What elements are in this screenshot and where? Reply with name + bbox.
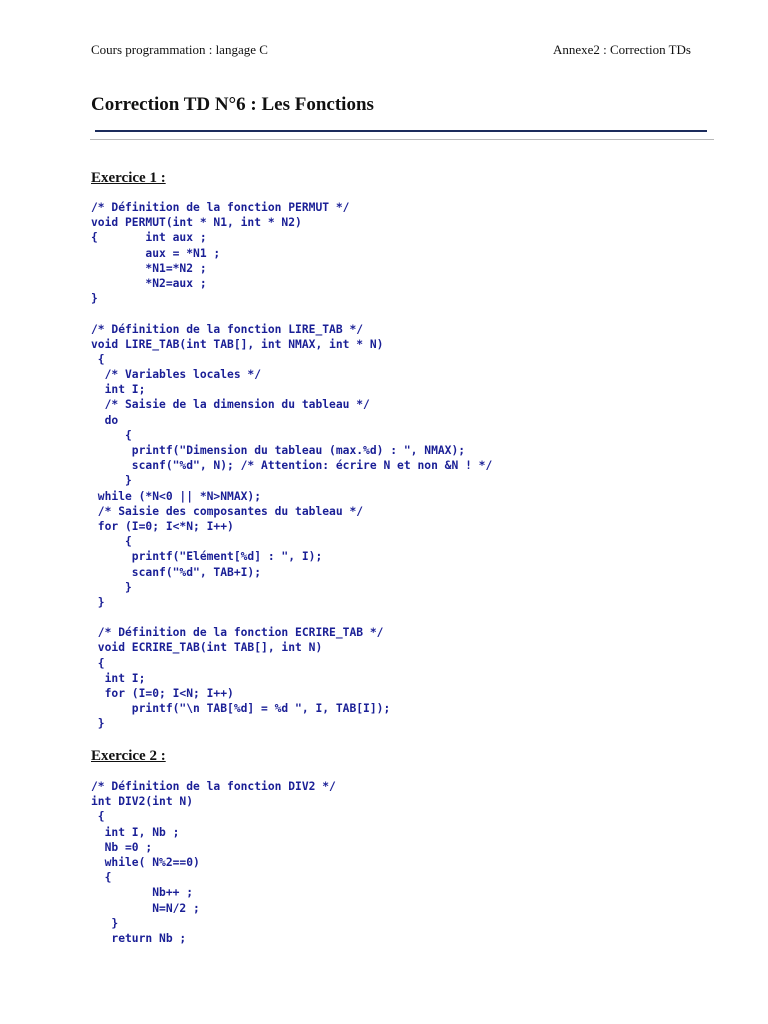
code-line: /* Définition de la fonction PERMUT */ — [91, 201, 350, 214]
code-line: { — [91, 656, 105, 670]
code-line: scanf("%d", TAB+I); — [91, 565, 262, 579]
code-line: for (I=0; I<N; I++) — [91, 687, 234, 700]
code-line: for (I=0; I<*N; I++) — [91, 519, 234, 533]
code-line: aux = *N1 ; — [91, 246, 221, 260]
code-line: Nb =0 ; — [91, 840, 153, 854]
code-line: *N1=*N2 ; — [91, 261, 207, 275]
code-line: { int aux ; — [91, 231, 207, 245]
code-line: /* Saisie des composantes du tableau */ — [91, 504, 364, 518]
code-line: } — [91, 595, 105, 609]
code-line: } — [91, 717, 105, 731]
code-line: } — [91, 580, 132, 594]
code-line: void ECRIRE_TAB(int TAB[], int N) — [91, 641, 323, 655]
code-line: printf("Dimension du tableau (max.%d) : ", NMAX); — [91, 444, 466, 457]
header-annex-title: Annexe2 : Correction TDs — [552, 42, 691, 57]
exercise-2-code-block — [91, 779, 336, 946]
code-line: while( N%2==0) — [91, 855, 200, 869]
title-underline-rule — [95, 130, 707, 132]
code-line: /* Définition de la fonction ECRIRE_TAB */ — [91, 626, 384, 640]
code-line: int I, Nb ; — [91, 825, 180, 839]
code-line: { — [91, 535, 132, 549]
title-separator-rule — [90, 139, 714, 140]
code-line: printf("Elément[%d] : ", I); — [91, 550, 323, 564]
code-line: int I; — [91, 671, 146, 685]
code-line: /* Variables locales */ — [91, 368, 262, 382]
code-line: /* Définition de la fonction DIV2 */ — [91, 780, 336, 793]
exercise-2-title: Exercice 2 : — [91, 748, 166, 764]
code-line: return Nb ; — [91, 931, 187, 945]
code-line: Nb++ ; — [91, 886, 194, 900]
exercise-1-title: Exercice 1 : — [91, 170, 166, 186]
code-line: scanf("%d", N); /* Attention: écrire N et non &N ! */ — [91, 459, 493, 473]
code-line: } — [91, 292, 98, 306]
code-line: while (*N<0 || *N>NMAX); — [91, 489, 262, 503]
code-line: printf("\n TAB[%d] = %d ", I, TAB[I]); — [91, 702, 391, 716]
code-line: { — [91, 810, 105, 824]
code-line: void PERMUT(int * N1, int * N2) — [91, 216, 302, 230]
code-line: { — [91, 871, 112, 885]
code-line: int I; — [91, 383, 146, 397]
code-line: } — [91, 916, 119, 930]
code-line: /* Saisie de la dimension du tableau */ — [91, 398, 370, 412]
code-line: { — [91, 352, 105, 366]
page-title: Correction TD N°6 : Les Fonctions — [91, 94, 374, 115]
code-line: { — [91, 428, 132, 442]
code-line: void LIRE_TAB(int TAB[], int NMAX, int * N) — [91, 337, 384, 351]
code-line: /* Définition de la fonction LIRE_TAB */ — [91, 322, 364, 336]
code-line — [91, 610, 492, 625]
code-line: } — [91, 474, 132, 488]
code-line: *N2=aux ; — [91, 276, 207, 290]
code-line: do — [91, 413, 119, 427]
code-line: N=N/2 ; — [91, 901, 200, 915]
code-line: int DIV2(int N) — [91, 795, 194, 809]
header-course-title: Cours programmation : langage C — [91, 42, 268, 57]
exercise-1-code-block — [91, 200, 492, 732]
code-line — [91, 306, 492, 321]
